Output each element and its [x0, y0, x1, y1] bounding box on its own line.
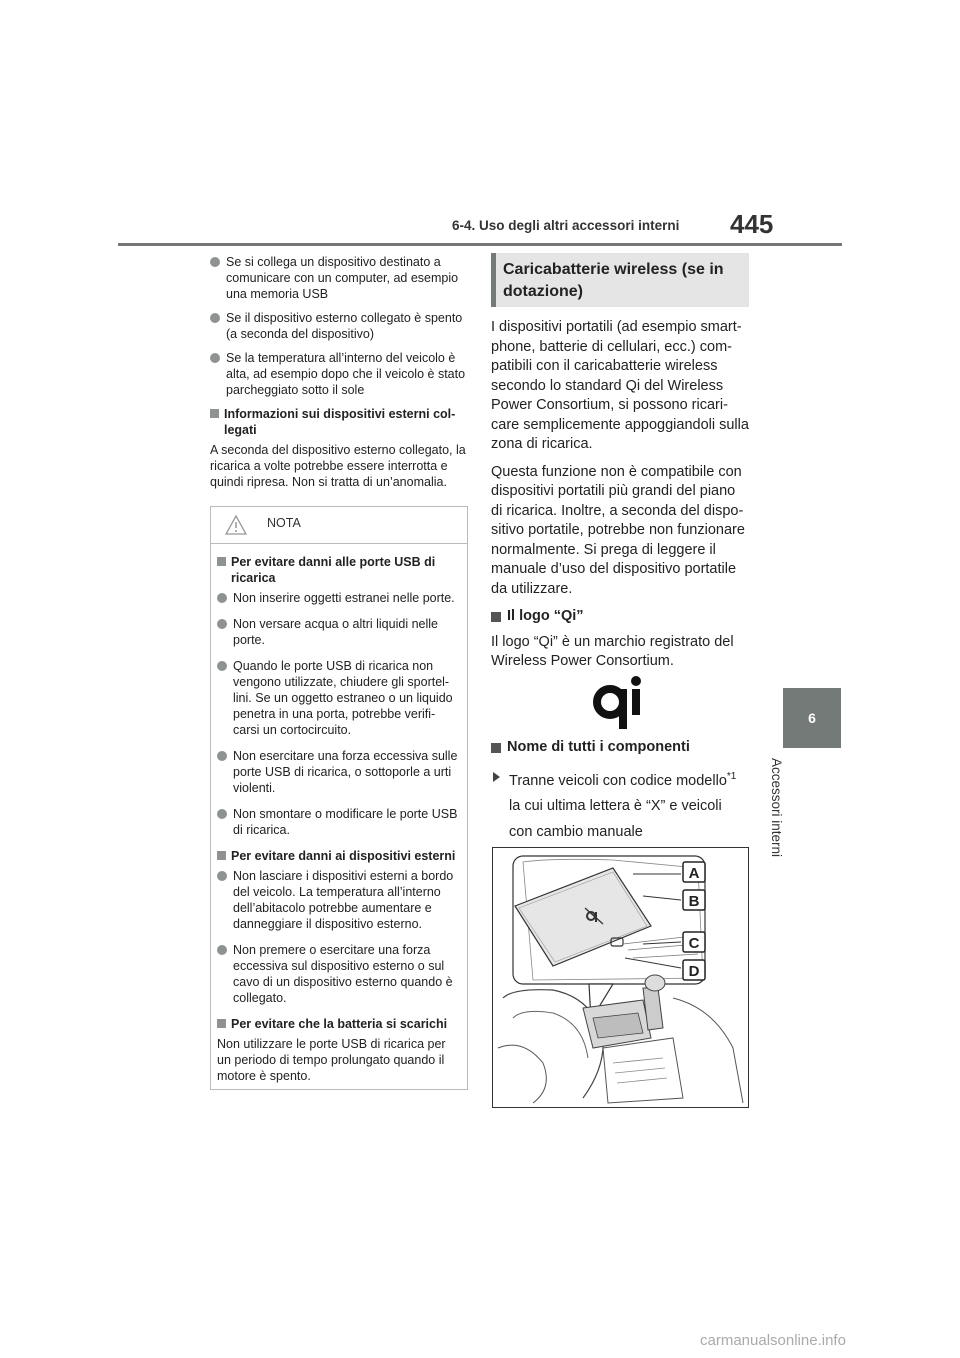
chapter-label: Accessori interni [769, 758, 784, 858]
components-heading: Nome di tutti i componenti [491, 738, 749, 758]
footer-watermark: carmanualsonline.info [700, 1332, 846, 1349]
list-item: Se si collega un dispositivo destinato a comunicare con un computer, ad esempio una memoria USB [210, 254, 468, 302]
list-item: Non premere o esercitare una forza eccessiva sul dispositivo esterno o sul cavo di un dispositivo esterno quando è collegato. [217, 942, 461, 1006]
list-item: Se la temperatura all’interno del veicolo è alta, ad esempio dopo che il veicolo è stato parcheggiato sotto il sole [210, 350, 468, 398]
charger-illustration [492, 847, 749, 1108]
console-drawing [493, 848, 748, 1107]
note-text: Non utilizzare le porte USB di ricarica per un periodo di tempo prolungato quando il motore è spento. [217, 1037, 446, 1083]
callout-b: B [688, 893, 700, 910]
item-text: la cui ultima lettera è “X” e veicoli con cambio manuale [509, 798, 722, 841]
info-heading: Informazioni sui dispositivi esterni col-legati [210, 406, 468, 438]
list-item: Non lasciare i dispositivi esterni a bordo del veicolo. La temperatura all’interno dell’abitacolo potrebbe aumentare e danneggiare il dispositivo esterno. [217, 868, 461, 932]
left-column [210, 254, 468, 498]
note-heading: Per evitare che la batteria si scarichi [217, 1016, 461, 1032]
list-item: Non smontare o modificare le porte USB di ricarica. [217, 806, 461, 838]
section-title: 6-4. Uso degli altri accessori interni [452, 218, 680, 233]
page-number: 445 [730, 209, 774, 239]
qi-logo [590, 672, 646, 734]
note-heading: Per evitare danni alle porte USB di ricarica [217, 554, 461, 586]
paragraph: I dispositivi portatili (ad esempio smart-phone, batterie di cellulari, ecc.) com-patibili con il caricabatterie wireless secondo lo standard Qi del Wireless Power Consortium, si possono ricari-care semplicemente appoggiandoli sulla zona di ricarica. [491, 319, 749, 452]
callout-a: A [688, 865, 700, 882]
right-column [491, 318, 749, 680]
list-item: Tranne veicoli con codice modello$^{*1}$ [491, 764, 749, 794]
list-item: Quando le porte USB di ricarica non vengono utilizzate, chiudere gli sportel-lini. Se un oggetto estraneo o un liquido penetra in una porta, potrebbe verifi-carsi un cortocircuito. [217, 658, 461, 738]
note-box [210, 506, 468, 1090]
components-section [491, 738, 749, 845]
warning-icon [225, 515, 247, 535]
note-label: NOTA [267, 516, 301, 530]
header-divider [118, 243, 842, 246]
callout-d: D [688, 963, 700, 980]
callout-c: C [688, 935, 700, 952]
section-heading: Caricabatterie wireless (se in dotazione) [503, 261, 724, 300]
paragraph: Questa funzione non è compatibile con dispositivi portatili più grandi del piano di ricarica. Inoltre, a seconda del dispo-sitivo portatile, potrebbe non funzionare normalmente. Si prega di leggere il manuale d’uso del dispositivo portatile da utilizzare. [491, 463, 745, 597]
list-item: Non esercitare una forza eccessiva sulle porte USB di ricarica, o sottoporle a urti violenti. [217, 748, 461, 796]
list-item: Non inserire oggetti estranei nelle porte. [217, 590, 461, 606]
list-item: Non versare acqua o altri liquidi nelle porte. [217, 616, 461, 648]
logo-heading: Il logo “Qi” [491, 607, 749, 627]
section-heading-box [491, 253, 749, 307]
list-item: Se il dispositivo esterno collegato è spento (a seconda del dispositivo) [210, 310, 468, 342]
logo-text: Il logo “Qi” è un marchio registrato del Wireless Power Consortium. [491, 633, 734, 669]
note-heading: Per evitare danni ai dispositivi esterni [217, 848, 461, 864]
heading-bar [491, 253, 496, 307]
note-header [211, 507, 467, 544]
chapter-tab: 6 [783, 688, 841, 748]
info-text: A seconda del dispositivo esterno collegato, la ricarica a volte potrebbe essere interrotta e quindi ripresa. Non si tratta di un’anomalia. [210, 443, 466, 489]
